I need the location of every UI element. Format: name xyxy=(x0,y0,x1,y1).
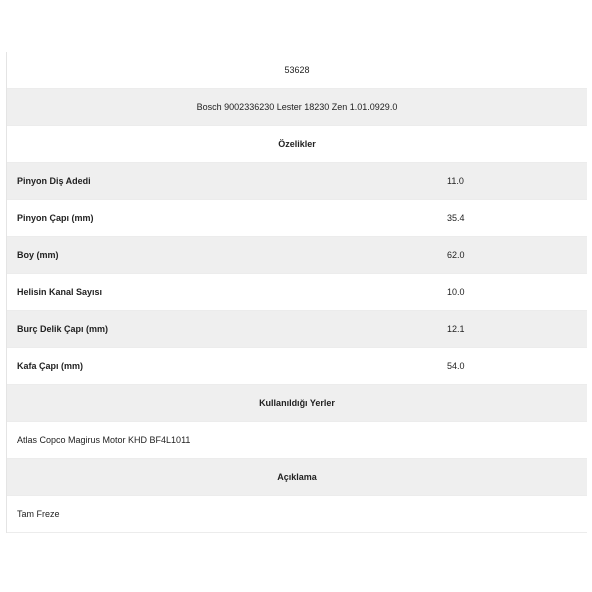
usage-row xyxy=(7,422,587,459)
spec-row-pinion-teeth xyxy=(7,163,587,200)
spec-row-head-diameter xyxy=(7,348,587,385)
product-references: Bosch 9002336230 Lester 18230 Zen 1.01.0929.0 xyxy=(196,102,398,112)
description-text: Tam Freze xyxy=(17,509,60,519)
spec-row-bushing-bore xyxy=(7,311,587,348)
spec-label: Boy (mm) xyxy=(17,250,59,260)
spec-label: Helisin Kanal Sayısı xyxy=(17,287,103,297)
spec-value: 35.4 xyxy=(447,213,465,223)
spec-label: Pinyon Diş Adedi xyxy=(17,176,91,186)
specs-heading-row xyxy=(7,126,587,163)
spec-label: Pinyon Çapı (mm) xyxy=(17,213,94,223)
spec-row-pinion-diameter xyxy=(7,200,587,237)
spec-value: 10.0 xyxy=(447,287,465,297)
usage-heading: Kullanıldığı Yerler xyxy=(259,398,335,408)
description-row xyxy=(7,496,587,533)
product-code: 53628 xyxy=(284,65,310,75)
usage-text: Atlas Copco Magirus Motor KHD BF4L1011 xyxy=(17,435,191,445)
description-heading-row xyxy=(7,459,587,496)
product-code-row xyxy=(7,52,587,89)
spec-label: Kafa Çapı (mm) xyxy=(17,361,84,371)
usage-heading-row xyxy=(7,385,587,422)
spec-value: 12.1 xyxy=(447,324,465,334)
spec-label: Burç Delik Çapı (mm) xyxy=(17,324,109,334)
product-references-row xyxy=(7,89,587,126)
product-spec-table xyxy=(6,52,587,533)
spec-value: 54.0 xyxy=(447,361,465,371)
spec-row-length xyxy=(7,237,587,274)
spec-row-helix-grooves xyxy=(7,274,587,311)
spec-value: 62.0 xyxy=(447,250,465,260)
spec-value: 11.0 xyxy=(447,176,464,186)
specs-heading: Özelikler xyxy=(278,139,316,149)
description-heading: Açıklama xyxy=(277,472,317,482)
